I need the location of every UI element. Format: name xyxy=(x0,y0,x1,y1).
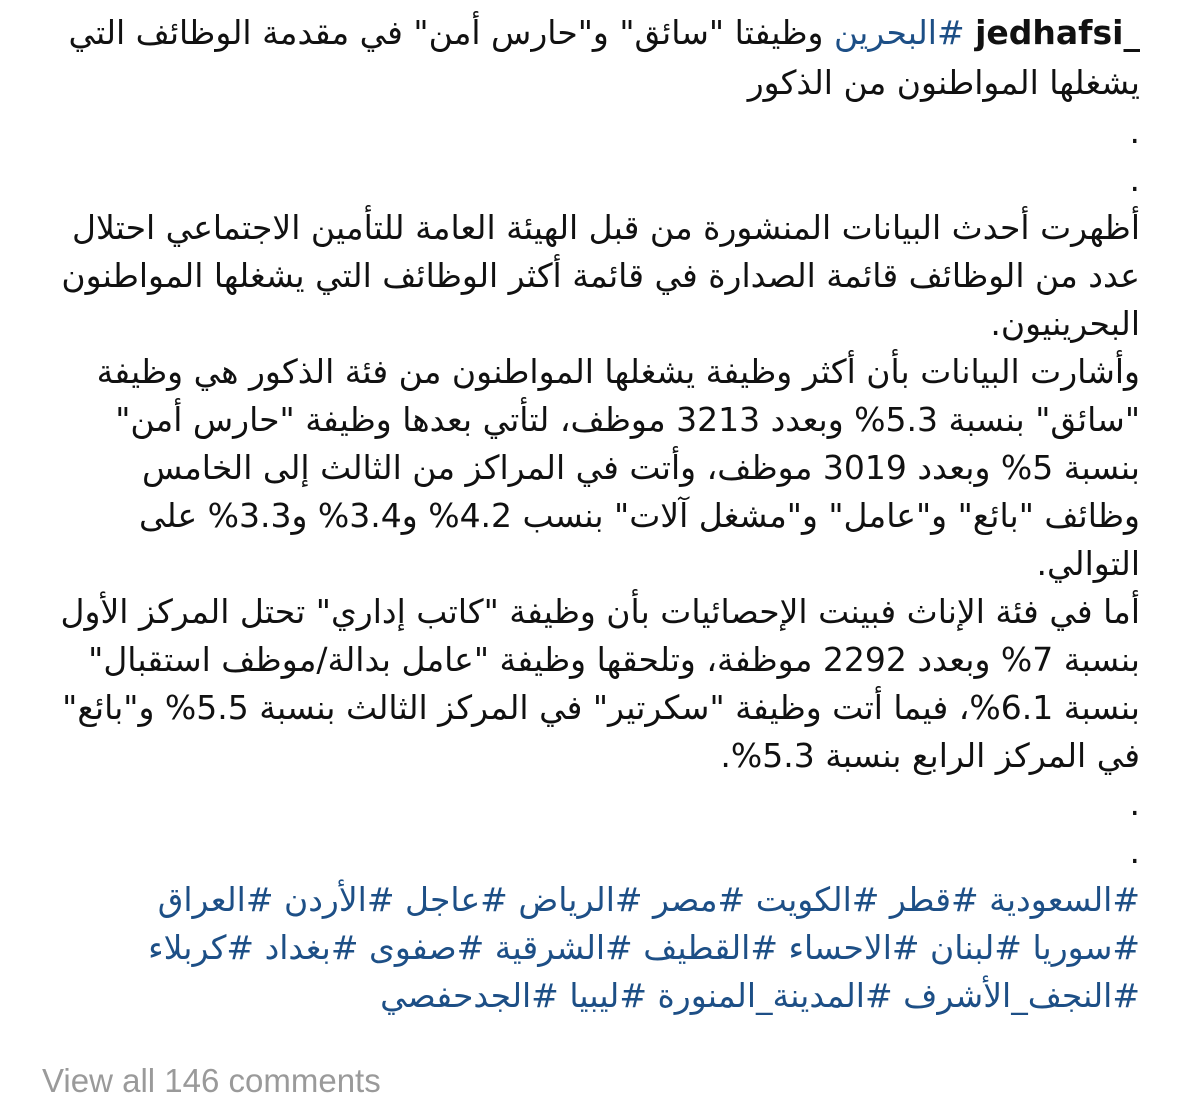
hashtag-link[interactable]: #النجف_الأشرف xyxy=(903,976,1140,1015)
hashtag-link[interactable]: #مصر xyxy=(653,880,746,919)
separator-dot-1: . xyxy=(1129,112,1140,151)
hashtag-link[interactable]: #الاحساء xyxy=(788,928,920,967)
hashtag-link[interactable]: #قطر xyxy=(889,880,979,919)
username-link[interactable] xyxy=(975,13,1140,52)
headline-text: وظيفتا "سائق" و"حارس أمن" في مقدمة الوظائف التي يشغلها المواطنون من الذكور xyxy=(68,13,1140,102)
caption-headline xyxy=(40,8,1140,108)
hashtag-link[interactable]: #بغداد xyxy=(264,928,359,967)
hashtag-link[interactable]: #الشرقية xyxy=(494,928,633,967)
hashtag-link[interactable]: #ليبيا xyxy=(569,976,647,1015)
view-all-comments-link[interactable]: View all 146 comments xyxy=(42,1062,381,1099)
paragraph-intro: أظهرت أحدث البيانات المنشورة من قبل الهيئة العامة للتأمين الاجتماعي احتلال عدد من الوظائف قائمة الصدارة في قائمة أكثر الوظائف التي يشغلها المواطنون البحرينيون. xyxy=(61,208,1140,343)
hashtag-link[interactable]: #عاجل xyxy=(405,880,508,919)
hashtag-link[interactable]: #السعودية xyxy=(989,880,1140,919)
hashtag-link[interactable]: #الأردن xyxy=(284,880,395,919)
username-text: jedhafsi_ xyxy=(975,13,1140,52)
hashtag-link[interactable]: #الجدحفصي xyxy=(380,976,559,1015)
separator-dot-3: . xyxy=(1129,784,1140,823)
hashtag-link[interactable]: #كربلاء xyxy=(148,928,255,967)
post-caption-container xyxy=(40,8,1140,1020)
hashtag-link[interactable]: #العراق xyxy=(157,880,274,919)
separator-dot-4: . xyxy=(1129,832,1140,871)
hashtag-link[interactable]: #الكويت xyxy=(755,880,880,919)
paragraph-females: أما في فئة الإناث فبينت الإحصائيات بأن وظيفة "كاتب إداري" تحتل المركز الأول بنسبة 7% وبعدد 2292 موظفة، وتلحقها وظيفة "عامل بدالة/موظف استقبال" بنسبة 6.1%، فيما أتت وظيفة "سكرتير" في المركز الثالث بنسبة 5.5% و"بائع" في المركز الرابع بنسبة 5.3%. xyxy=(60,592,1140,775)
paragraph-males: وأشارت البيانات بأن أكثر وظيفة يشغلها المواطنون من فئة الذكور هي وظيفة "سائق" بنسبة 5.3% وبعدد 3213 موظف، لتأتي بعدها وظيفة "حارس أمن" بنسبة 5% وبعدد 3019 موظف، وأتت في المراكز من الثالث إلى الخامس وظائف "بائع" و"عامل" و"مشغل آلات" بنسب 4.2% و3.4% و3.3% على التوالي. xyxy=(96,352,1140,583)
hashtag-link[interactable]: #القطيف xyxy=(643,928,778,967)
headline-hashtag[interactable]: #البحرين xyxy=(833,13,965,52)
hashtag-link[interactable]: #صفوى xyxy=(369,928,485,967)
hashtag-link[interactable]: #الرياض xyxy=(518,880,643,919)
separator-dot-2: . xyxy=(1129,160,1140,199)
hashtag-link[interactable]: #لبنان xyxy=(930,928,1022,967)
hashtag-link[interactable]: #المدينة_المنورة xyxy=(657,976,893,1015)
hashtag-list xyxy=(40,876,1140,1020)
hashtag-link[interactable]: #سوريا xyxy=(1032,928,1140,967)
